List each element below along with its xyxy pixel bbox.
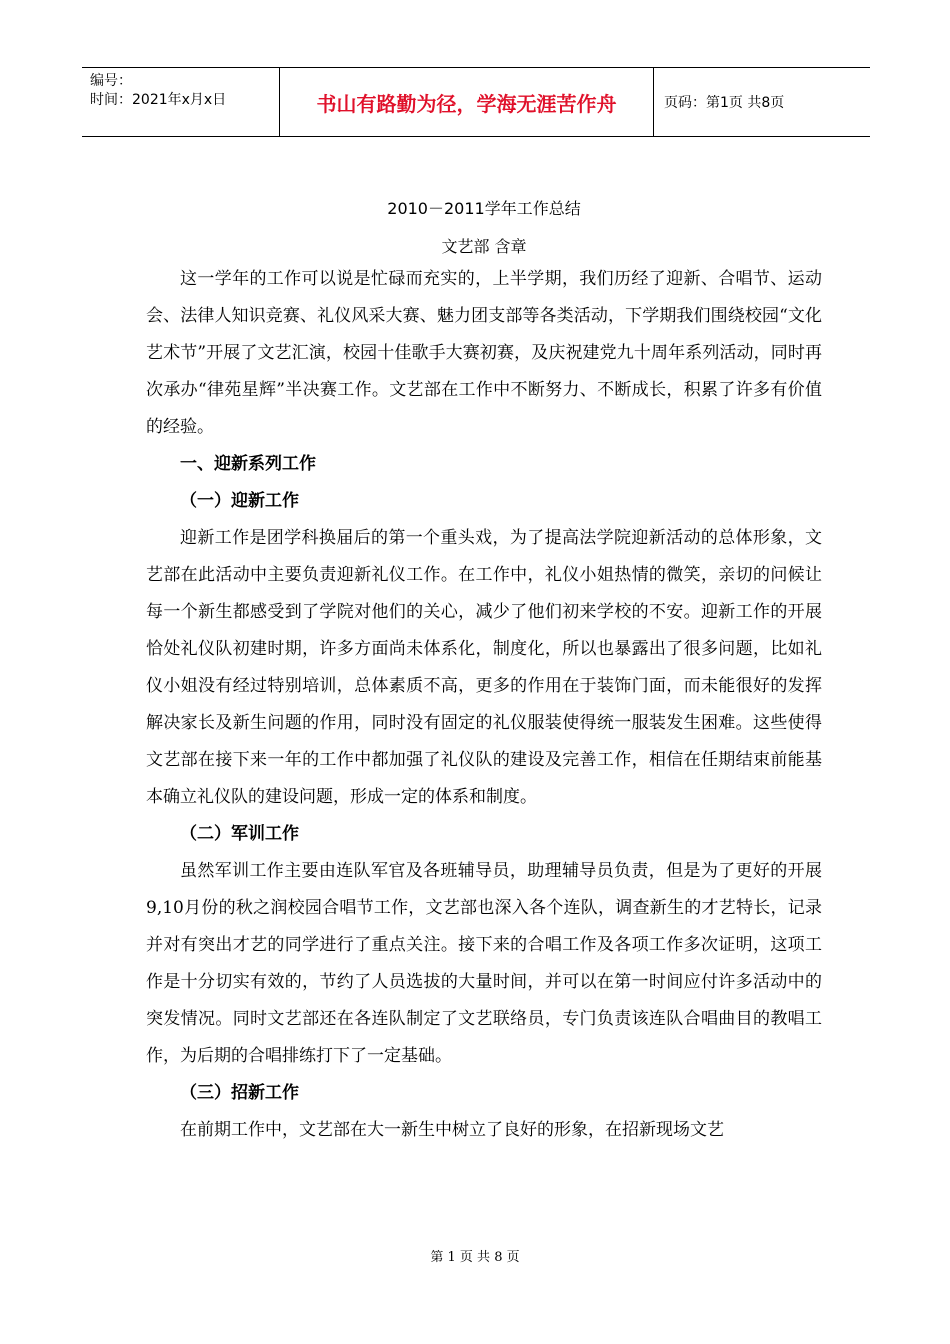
intro-paragraph: 这一学年的工作可以说是忙碌而充实的，上半学期，我们历经了迎新、合唱节、运动会、法律人知识竞赛、礼仪风采大赛、魅力团支部等各类活动，下学期我们围绕校园“文化艺术节”开展了文艺汇演，校园十佳歌手大赛初赛，及庆祝建党九十周年系列活动，同时再次承办“律苑星辉”半决赛工作。文艺部在工作中不断努力、不断成长，积累了许多有价值的经验。	[146, 269, 822, 437]
paragraph: 迎新工作是团学科换届后的第一个重头戏，为了提高法学院迎新活动的总体形象，文艺部在此活动中主要负责迎新礼仪工作。在工作中，礼仪小姐热情的微笑，亲切的问候让每一个新生都感受到了学院对他们的关心，减少了他们初来学校的不安。迎新工作的开展恰处礼仪队初建时期，许多方面尚未体系化，制度化，所以也暴露出了很多问题，比如礼仪小姐没有经过特别培训，总体素质不高，更多的作用在于装饰门面，而未能很好的发挥解决家长及新生问题的作用，同时没有固定的礼仪服装使得统一服装发生困难。这些使得文艺部在接下来一年的工作中都加强了礼仪队的建设及完善工作，相信在任期结束前能基本确立礼仪队的建设问题，形成一定的体系和制度。	[146, 528, 822, 807]
page-label: 页码：第1页 共8页	[664, 95, 785, 111]
section-heading: 一、迎新系列工作	[180, 454, 316, 474]
doc-author: 文艺部 含章	[441, 237, 527, 256]
header-info-cell	[82, 68, 280, 136]
motto: 书山有路勤为径，学海无涯苦作舟	[280, 68, 654, 136]
subsection-heading: （三）招新工作	[180, 1083, 299, 1103]
document-header	[82, 67, 870, 137]
number-label: 编号：	[90, 73, 132, 89]
paragraph: 在前期工作中，文艺部在大一新生中树立了良好的形象，在招新现场文艺	[180, 1120, 724, 1140]
page-footer: 第 1 页 共 8 页	[430, 1250, 520, 1265]
date-label: 时间：2021年x月x日	[90, 92, 227, 108]
paragraph: 虽然军训工作主要由连队军官及各班辅导员，助理辅导员负责，但是为了更好的开展9,10月份的秋之润校园合唱节工作，文艺部也深入各个连队，调查新生的才艺特长，记录并对有突出才艺的同学进行了重点关注。接下来的合唱工作及各项工作多次证明，这项工作是十分切实有效的，节约了人员选拔的大量时间，并可以在第一时间应付许多活动中的突发情况。同时文艺部还在各连队制定了文艺联络员，专门负责该连队合唱曲目的教唱工作，为后期的合唱排练打下了一定基础。	[146, 861, 822, 1066]
subsection-heading: （二）军训工作	[180, 824, 299, 844]
document-body	[146, 195, 822, 1149]
doc-title: 2010－2011学年工作总结	[387, 199, 581, 218]
subsection-heading: （一）迎新工作	[180, 491, 299, 511]
